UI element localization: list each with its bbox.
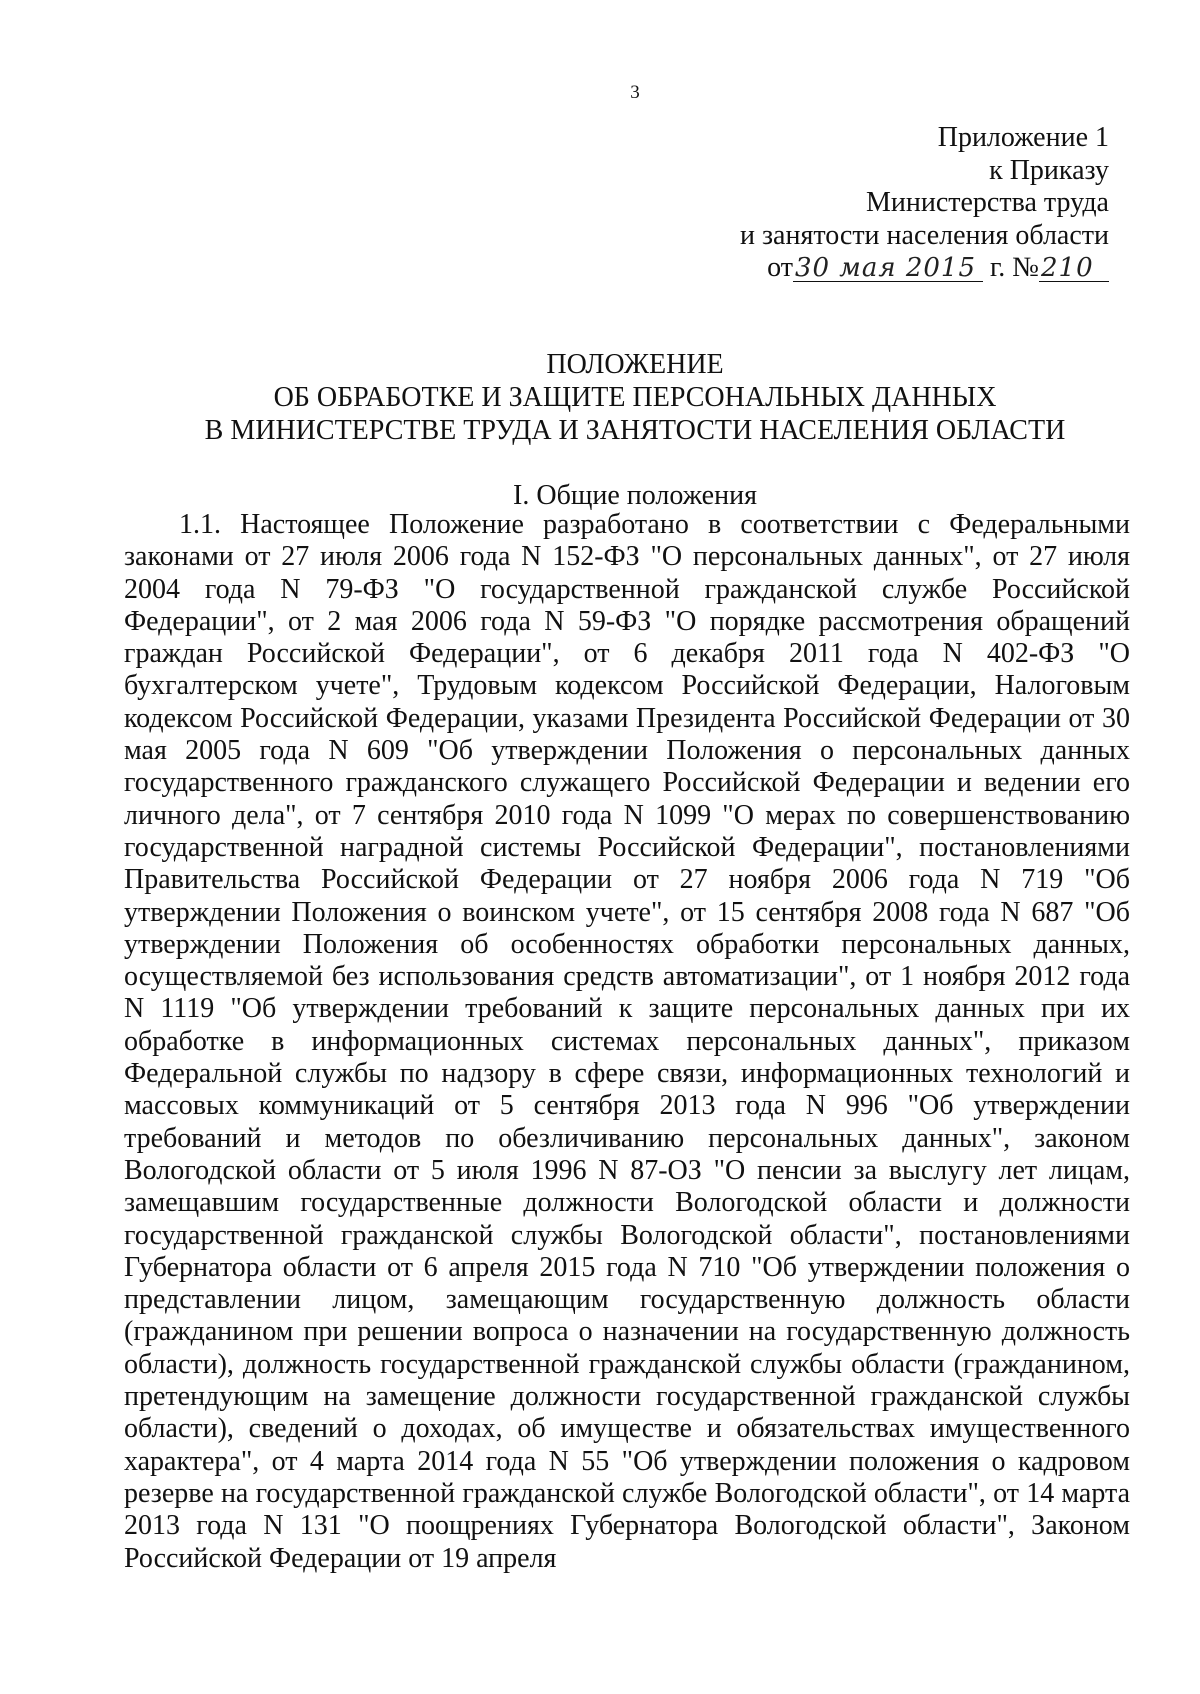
- appendix-ministry-cont: и занятости населения области: [739, 219, 1109, 251]
- handwritten-date: 30 мая 2015: [793, 255, 983, 282]
- appendix-ministry: Министерства труда: [865, 187, 1109, 218]
- appendix-block: [740, 122, 1109, 285]
- title-line-2: ОБ ОБРАБОТКЕ И ЗАЩИТЕ ПЕРСОНАЛЬНЫХ ДАННЫХ: [273, 382, 997, 413]
- title-line-3: В МИНИСТЕРСТВЕ ТРУДА И ЗАНЯТОСТИ НАСЕЛЕНИЯ ОБЛАСТИ: [204, 415, 1066, 446]
- handwritten-order-number: 210: [1039, 255, 1109, 282]
- title-line-1: ПОЛОЖЕНИЕ: [546, 349, 724, 380]
- section-paragraph: 1.1. Настоящее Положение разработано в соответствии с Федеральными законами от 27 июля 2006 года N 152-ФЗ "О персональных данных", от 27 июля 2004 года N 79-ФЗ "О государственной гражданской службе Российской Федерации", от 2 мая 2006 года N 59-ФЗ "О порядке рассмотрения обращений граждан Российской Федерации", от 6 декабря 2011 года N 402-ФЗ "О бухгалтерском учете", Трудовым кодексом Российской Федерации, Налоговым кодексом Российской Федерации, указами Президента Российской Федерации от 30 мая 2005 года N 609 "Об утверждении Положения о персональных данных государственного гражданского служащего Российской Федерации и ведении его личного дела", от 7 сентября 2010 года N 1099 "О мерах по совершенствованию государственной наградной системы Российской Федерации", постановлениями Правительства Российской Федерации от 27 ноября 2006 года N 719 "Об утверждении Положения о воинском учете", от 15 сентября 2008 года N 687 "Об утверждении Положения об особенностях обработки персональных данных, осуществляемой без использования средств автоматизации", от 1 ноября 2012 года N 1119 "Об утверждении требований к защите персональных данных при их обработке в информационных системах персональных данных", приказом Федеральной службы по надзору в сфере связи, информационных технологий и массовых коммуникаций от 5 сентября 2013 года N 996 "Об утверждении требований и методов по обезличиванию персональных данных", законом Вологодской области от 5 июля 1996 N 87-ОЗ "О пенсии за выслугу лет лицам, замещавшим государственные должности Вологодской области и должности государственной гражданской службы Вологодской области", постановлениями Губернатора области от 6 апреля 2015 года N 710 "Об утверждении положения о представлении лицом, замещающим государственную должность области (гражданином при решении вопроса о назначении на государственную должность области), должность государственной гражданской службы области (гражданином, претендующим на замещение должности государственной гражданской службы области), сведений о доходах, об имуществе и обязательствах имущественного характера", от 4 марта 2014 года N 55 "Об утверждении положения о кадровом резерве на государственной гражданской службе Вологодской области", от 14 марта 2013 года N 131 "О поощрениях Губернатора Вологодской области", Законом Российской Федерации от 19 апреля: [124, 509, 1130, 1574]
- page-number: 3: [630, 82, 640, 103]
- date-suffix: г. №: [989, 252, 1039, 283]
- section-heading: I. Общие положения: [513, 480, 757, 511]
- appendix-order-ref: к Приказу: [989, 154, 1109, 186]
- document-title: [0, 348, 1200, 447]
- appendix-title: Приложение 1: [937, 122, 1109, 153]
- date-prefix: от: [767, 252, 793, 283]
- appendix-date-line: [740, 252, 1109, 285]
